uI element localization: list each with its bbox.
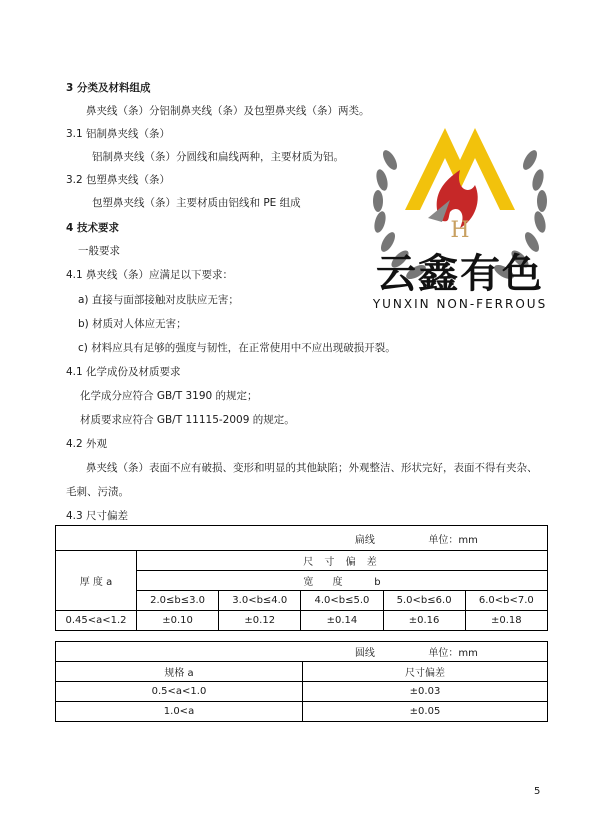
logo-english-name: YUNXIN NON-FERROUS (372, 297, 548, 311)
deviation-value-cell: ±0.14 (301, 611, 383, 631)
section-4-1-item-c: c) 材料应具有足够的强度与韧性，在正常使用中不应出现破损开裂。 (78, 342, 396, 354)
section-4-2-text-1: 鼻夹线（条）表面不应有破损、变形和明显的其他缺陷；外观整洁、形状完好，表面不得有夹杂、 (86, 462, 538, 474)
round-table-title-cell (56, 642, 548, 662)
spec-header: 规格 a (56, 662, 303, 682)
logo-text (355, 252, 565, 312)
table-row (56, 642, 548, 662)
round-deviation-cell: ±0.03 (303, 682, 548, 702)
section-4-heading: 4 技术要求 (66, 222, 119, 234)
table-row (56, 526, 548, 551)
flat-table-title: 扁线 (354, 534, 375, 546)
table-row (56, 551, 548, 571)
deviation-header: 尺 寸 偏 差 (137, 551, 548, 571)
logo-chinese-name: 云鑫有色 (376, 251, 544, 297)
section-3-2-heading: 3.2 包塑鼻夹线（条） (66, 174, 171, 186)
round-table-unit: 单位：mm (428, 648, 478, 659)
round-deviation-cell: ±0.05 (303, 702, 548, 722)
thickness-header: 厚 度 a (56, 551, 137, 611)
flat-table-title-cell (56, 526, 548, 551)
width-range-cell: 3.0<b≤4.0 (219, 591, 301, 611)
round-wire-table (55, 641, 548, 722)
section-3-1-text: 铝制鼻夹线（条）分圆线和扁线两种，主要材质为铝。 (92, 151, 344, 163)
flat-table-unit: 单位：mm (428, 534, 478, 546)
width-range-cell: 4.0<b≤5.0 (301, 591, 383, 611)
table-row (56, 662, 548, 682)
deviation-value-cell: ±0.16 (383, 611, 465, 631)
width-range-cell: 2.0≤b≤3.0 (137, 591, 219, 611)
flat-wire-table (55, 525, 548, 631)
width-range-cell: 5.0<b≤6.0 (383, 591, 465, 611)
round-deviation-header: 尺寸偏差 (303, 662, 548, 682)
deviation-value-cell: ±0.10 (137, 611, 219, 631)
width-header: 宽 度 b (137, 571, 548, 591)
section-3-2-text: 包塑鼻夹线（条）主要材质由铝线和 PE 组成 (92, 197, 301, 209)
section-4-1-heading: 4.1 鼻夹线（条）应满足以下要求： (66, 269, 234, 281)
chemical-requirement: 化学成分应符合 GB/T 3190 的规定； (80, 390, 258, 402)
width-range-cell: 6.0<b<7.0 (465, 591, 547, 611)
section-3-heading: 3 分类及材料组成 (66, 82, 151, 94)
section-3-1-heading: 3.1 铝制鼻夹线（条） (66, 128, 171, 140)
section-3-text: 鼻夹线（条）分铝制鼻夹线（条）及包塑鼻夹线（条）两类。 (86, 105, 370, 117)
table-row (56, 702, 548, 722)
section-4-1-item-a: a) 直接与面部接触对皮肤应无害； (78, 294, 239, 306)
logo-letter: H (450, 218, 470, 243)
section-4-1-1-heading: 4.1 化学成份及材质要求 (66, 366, 181, 378)
spec-cell: 0.5<a<1.0 (56, 682, 303, 702)
section-4-2-text-2: 毛刺、污渍。 (66, 486, 129, 498)
round-table-title: 圆线 (354, 648, 375, 659)
deviation-value-cell: ±0.18 (465, 611, 547, 631)
section-4-3-heading: 4.3 尺寸偏差 (66, 510, 129, 522)
table-row (56, 611, 548, 631)
material-requirement: 材质要求应符合 GB/T 11115-2009 的规定。 (80, 414, 295, 426)
spec-cell: 1.0<a (56, 702, 303, 722)
section-4-general: 一般要求 (78, 245, 120, 257)
page-number: 5 (534, 786, 541, 797)
thickness-range-cell: 0.45<a<1.2 (56, 611, 137, 631)
section-4-1-item-b: b) 材质对人体应无害； (78, 318, 187, 330)
deviation-value-cell: ±0.12 (219, 611, 301, 631)
section-4-2-heading: 4.2 外观 (66, 438, 108, 450)
table-row (56, 682, 548, 702)
